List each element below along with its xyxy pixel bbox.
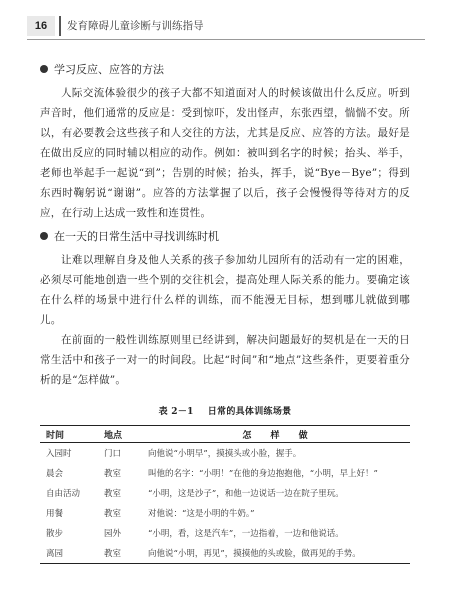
section-heading-1 xyxy=(40,62,410,77)
table-caption-number: 表 2－1 xyxy=(158,407,194,417)
page-header xyxy=(27,10,425,38)
page-content xyxy=(40,62,410,564)
table-cell-time: 散步 xyxy=(46,529,64,539)
table-cell-time: 用餐 xyxy=(46,509,64,519)
bullet-icon xyxy=(40,232,48,240)
running-title: 发育障碍儿童诊断与训练指导 xyxy=(67,20,204,32)
table-row xyxy=(40,443,410,464)
table-cell-time: 入园时 xyxy=(46,449,72,459)
table-cell-how: 对他说：“这是小明的牛奶。” xyxy=(148,509,255,519)
table-cell-time: 自由活动 xyxy=(46,489,81,499)
table-header-time: 时间 xyxy=(40,426,98,443)
table-cell-place: 教室 xyxy=(104,509,122,519)
table-caption-title: 日常的具体训练场景 xyxy=(207,407,292,417)
table-row xyxy=(40,463,410,483)
table-cell-time: 离园 xyxy=(40,543,98,564)
table-caption xyxy=(40,404,410,417)
table-cell-how: “小明，这是沙子”，和他一边说话一边在院子里玩。 xyxy=(148,489,344,499)
table-cell-place: 教室 xyxy=(98,543,142,564)
bullet-icon xyxy=(40,65,48,73)
page-number: 16 xyxy=(27,16,55,36)
table-row xyxy=(40,523,410,543)
table-header-place: 地点 xyxy=(98,426,142,443)
table-cell-how: “小明，看，这是汽车”，一边指着，一边和他说话。 xyxy=(148,529,344,539)
table-cell-place: 园外 xyxy=(104,529,122,539)
section-heading-2 xyxy=(40,229,410,244)
table-cell-how: 叫他的名字：“小明！”在他的身边抱抱他，“小明，早上好！” xyxy=(148,469,378,479)
section-heading-text: 学习反应、应答的方法 xyxy=(54,63,164,76)
table-row xyxy=(40,483,410,503)
table-cell-place: 门口 xyxy=(104,449,122,459)
header-divider xyxy=(59,16,61,36)
table-header-row xyxy=(40,426,410,443)
paragraph: 让难以理解自身及他人关系的孩子参加幼儿园所有的活动有一定的困难，必须尽可能地创造一些个别的交往机会，提高处理人际关系的能力。要确定该在什么样的场景中进行什么样的训练，而不能漫无目标，想到哪儿就做到哪儿。 xyxy=(40,254,410,326)
header-rule xyxy=(27,39,425,40)
table-cell-place: 教室 xyxy=(104,489,122,499)
table-row xyxy=(40,543,410,564)
paragraph: 在前面的一般性训练原则里已经讲到，解决问题最好的契机是在一天的日常生活中和孩子一对一的时间段。比起“时间”和“地点”这些条件，更要着重分析的是“怎样做”。 xyxy=(40,334,410,386)
table-cell-how: 向他说“小明，再见”，摸摸他的头或脸，做再见的手势。 xyxy=(142,543,410,564)
table-cell-time: 晨会 xyxy=(46,469,64,479)
table-cell-place: 教室 xyxy=(104,469,122,479)
section-heading-text: 在一天的日常生活中寻找训练时机 xyxy=(54,230,219,243)
training-schedule-table xyxy=(40,425,410,564)
table-row xyxy=(40,503,410,523)
table-cell-how: 向他说“小明早”，摸摸头或小脸，握手。 xyxy=(148,449,302,459)
paragraph: 人际交流体验很少的孩子大都不知道面对人的时候该做出什么反应。听到声音时，他们通常的反应是：受到惊吓，发出怪声，东张西望，惴惴不安。所以，有必要教会这些孩子和人交往的方法，尤其是反应、应答的方法。最好是在做出反应的同时辅以相应的动作。例如：被叫到名字的时候；抬头、举手，老师也举起手一起说“到”；告别的时候；抬头，挥手，说“Bye－Bye”；得到东西时鞠躬说“谢谢”。应答的方法掌握了以后，孩子会慢慢得等待对方的反应，在行动上达成一致性和连贯性。 xyxy=(40,87,410,219)
table-header-how: 怎 样 做 xyxy=(142,426,410,443)
